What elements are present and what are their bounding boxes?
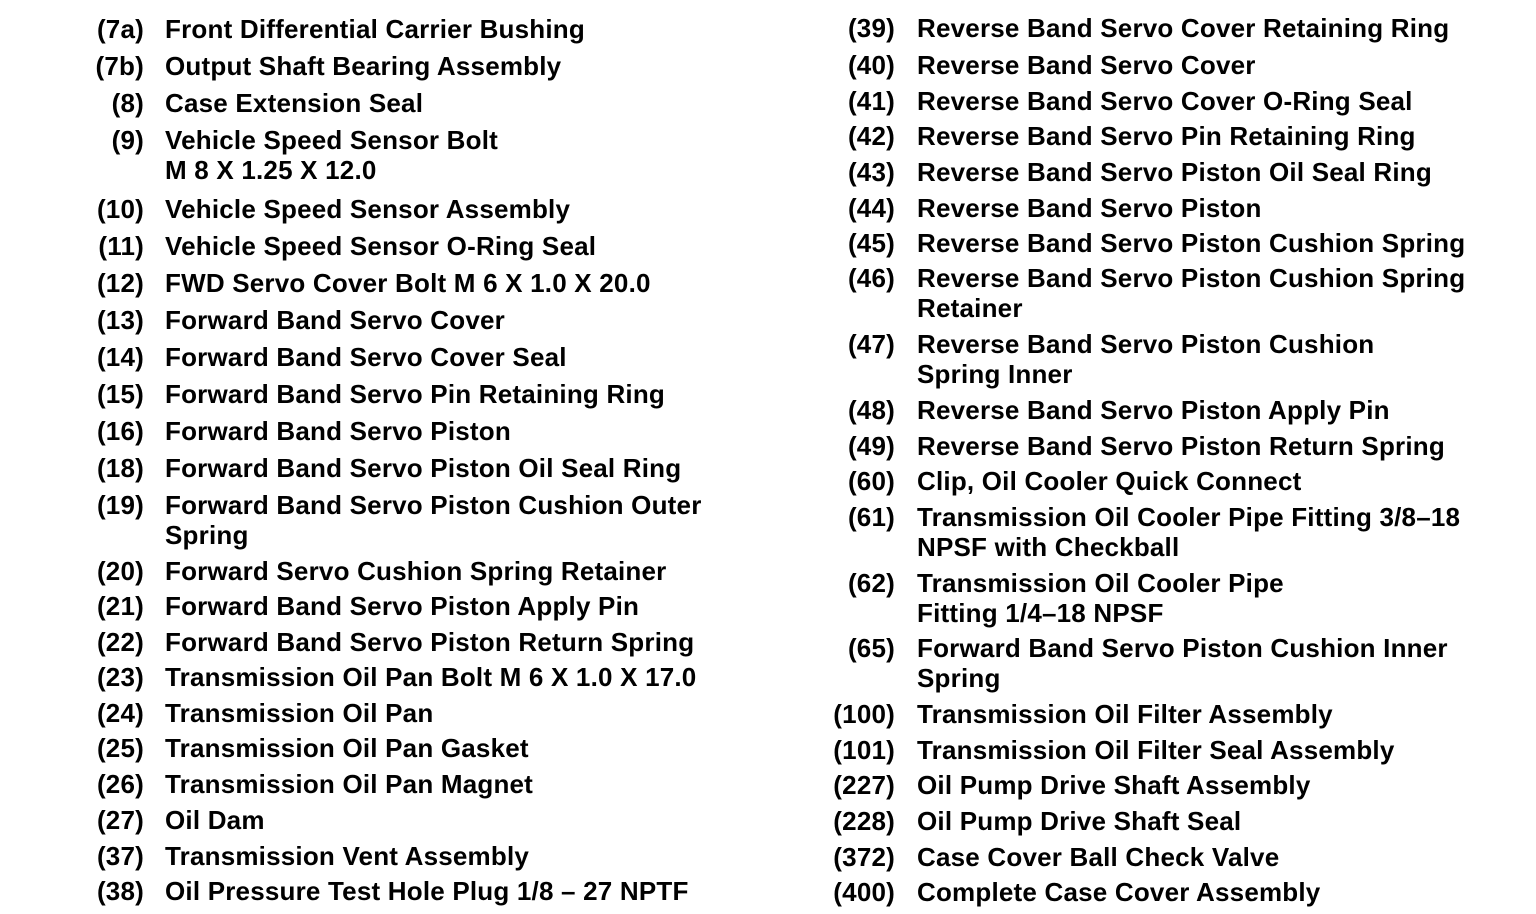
part-number: (39)	[847, 13, 895, 43]
part-number: (228)	[833, 806, 895, 836]
part-number: (37)	[96, 841, 144, 871]
part-description-line: Reverse Band Servo Cover Retaining Ring	[917, 13, 1450, 43]
part-description	[165, 453, 681, 483]
part-description-line: Vehicle Speed Sensor Assembly	[165, 194, 571, 224]
part-number: (10)	[96, 194, 144, 224]
part-number: (14)	[96, 342, 144, 372]
part-description-line: Spring	[165, 520, 249, 550]
part-description	[165, 305, 505, 335]
part-description-line: Spring	[917, 663, 1001, 693]
part-description	[917, 431, 1445, 461]
part-number: (101)	[833, 735, 895, 765]
part-number: (23)	[96, 662, 144, 692]
part-description-line: M 8 X 1.25 X 12.0	[165, 155, 377, 185]
part-number: (62)	[847, 568, 895, 598]
part-description-line: Retainer	[917, 293, 1023, 323]
part-description	[165, 662, 696, 692]
part-number: (40)	[847, 50, 895, 80]
part-description	[917, 86, 1413, 116]
part-description-line: Transmission Oil Pan Gasket	[165, 733, 529, 763]
part-description	[165, 698, 433, 728]
part-description	[917, 157, 1432, 187]
part-description	[917, 770, 1311, 800]
part-description	[917, 633, 1448, 693]
part-description-line: Transmission Oil Pan Magnet	[165, 769, 534, 799]
part-number: (48)	[847, 395, 895, 425]
part-number: (372)	[833, 842, 895, 872]
part-description-line: Fitting 1/4–18 NPSF	[917, 598, 1164, 628]
part-description	[917, 13, 1449, 43]
part-description-line: Transmission Oil Cooler Pipe	[917, 568, 1284, 598]
part-description	[165, 769, 533, 799]
part-number: (46)	[847, 263, 895, 293]
part-description	[165, 231, 596, 261]
part-description	[917, 699, 1333, 729]
part-number: (47)	[847, 329, 895, 359]
part-description	[165, 416, 511, 446]
part-description-line: Oil Pump Drive Shaft Seal	[917, 806, 1242, 836]
part-description-line: Reverse Band Servo Cover O-Ring Seal	[917, 86, 1413, 116]
part-number: (42)	[847, 121, 895, 151]
part-description-line: Reverse Band Servo Piston Apply Pin	[917, 395, 1390, 425]
part-description	[917, 395, 1390, 425]
part-number: (43)	[847, 157, 895, 187]
part-description	[917, 466, 1302, 496]
part-number: (7b)	[95, 51, 144, 81]
part-description	[917, 842, 1279, 872]
part-description-line: Complete Case Cover Assembly	[917, 877, 1321, 907]
part-number: (20)	[96, 556, 144, 586]
part-description-line: Forward Band Servo Cover Seal	[165, 342, 567, 372]
part-description	[917, 121, 1416, 151]
part-description-line: Oil Pump Drive Shaft Assembly	[917, 770, 1311, 800]
part-description	[165, 556, 666, 586]
part-description-line: Reverse Band Servo Piston Cushion Spring	[917, 263, 1466, 293]
part-number: (7a)	[96, 14, 144, 44]
part-number: (26)	[96, 769, 144, 799]
part-description-line: Reverse Band Servo Piston Return Spring	[917, 431, 1445, 461]
part-description	[917, 263, 1465, 323]
part-description-line: Reverse Band Servo Piston	[917, 193, 1262, 223]
part-description-line: Reverse Band Servo Piston Oil Seal Ring	[917, 157, 1432, 187]
part-description-line: NPSF with Checkball	[917, 532, 1180, 562]
part-number: (400)	[833, 877, 895, 907]
part-description-line: Reverse Band Servo Cover	[917, 50, 1256, 80]
part-number: (61)	[847, 502, 895, 532]
part-description-line: Forward Band Servo Cover	[165, 305, 505, 335]
part-description-line: Transmission Oil Pan Bolt M 6 X 1.0 X 17.0	[165, 662, 697, 692]
part-description-line: Spring Inner	[917, 359, 1073, 389]
part-description	[165, 14, 585, 44]
part-description-line: Forward Band Servo Pin Retaining Ring	[165, 379, 666, 409]
part-description-line: Transmission Oil Filter Assembly	[917, 699, 1333, 729]
part-number: (25)	[96, 733, 144, 763]
part-number: (18)	[96, 453, 144, 483]
part-description	[165, 342, 567, 372]
part-description-line: Forward Band Servo Piston Oil Seal Ring	[165, 453, 682, 483]
part-description-line: Forward Band Servo Piston Apply Pin	[165, 591, 640, 621]
part-description-line: Transmission Oil Filter Seal Assembly	[917, 735, 1395, 765]
part-description-line: Output Shaft Bearing Assembly	[165, 51, 562, 81]
part-number: (45)	[847, 228, 895, 258]
part-description-line: Oil Pressure Test Hole Plug 1/8 – 27 NPTF	[165, 876, 689, 906]
part-description	[917, 877, 1320, 907]
part-description	[917, 329, 1374, 389]
part-description-line: Case Cover Ball Check Valve	[917, 842, 1280, 872]
part-description	[165, 88, 423, 118]
part-description	[917, 735, 1395, 765]
part-description-line: Transmission Vent Assembly	[165, 841, 530, 871]
part-number: (12)	[96, 268, 144, 298]
part-description	[165, 194, 570, 224]
part-description	[917, 568, 1284, 628]
part-description-line: Front Differential Carrier Bushing	[165, 14, 585, 44]
part-number: (44)	[847, 193, 895, 223]
part-description	[165, 841, 529, 871]
part-description	[165, 125, 498, 185]
part-description	[165, 627, 694, 657]
part-number: (100)	[833, 699, 895, 729]
part-number: (24)	[96, 698, 144, 728]
part-number: (27)	[96, 805, 144, 835]
part-number: (15)	[96, 379, 144, 409]
part-description	[165, 591, 639, 621]
part-number: (38)	[96, 876, 144, 906]
part-description-line: Forward Band Servo Piston	[165, 416, 511, 446]
part-number: (8)	[111, 88, 144, 118]
part-description-line: Transmission Oil Cooler Pipe Fitting 3/8–18	[917, 502, 1461, 532]
part-number: (21)	[96, 591, 144, 621]
part-number: (65)	[847, 633, 895, 663]
part-description-line: Oil Dam	[165, 805, 265, 835]
part-number: (11)	[98, 231, 144, 261]
part-description	[165, 490, 702, 550]
part-description-line: Transmission Oil Pan	[165, 698, 434, 728]
part-description-line: Reverse Band Servo Pin Retaining Ring	[917, 121, 1416, 151]
part-description	[165, 379, 665, 409]
part-description	[917, 50, 1256, 80]
part-description-line: Reverse Band Servo Piston Cushion	[917, 329, 1375, 359]
part-number: (19)	[96, 490, 144, 520]
part-description-line: Clip, Oil Cooler Quick Connect	[917, 466, 1302, 496]
part-number: (16)	[96, 416, 144, 446]
part-number: (13)	[96, 305, 144, 335]
part-description	[165, 51, 561, 81]
part-description-line: Vehicle Speed Sensor Bolt	[165, 125, 498, 155]
part-description	[917, 193, 1262, 223]
part-description	[165, 733, 529, 763]
part-description-line: Reverse Band Servo Piston Cushion Spring	[917, 228, 1466, 258]
part-description-line: Forward Band Servo Piston Cushion Outer	[165, 490, 702, 520]
part-description-line: Vehicle Speed Sensor O-Ring Seal	[165, 231, 597, 261]
part-description-line: Forward Band Servo Piston Cushion Inner	[917, 633, 1448, 663]
part-description	[917, 502, 1460, 562]
part-description	[917, 806, 1241, 836]
part-description-line: Case Extension Seal	[165, 88, 424, 118]
part-description	[165, 268, 651, 298]
part-description	[165, 805, 265, 835]
part-number: (22)	[96, 627, 144, 657]
part-number: (41)	[847, 86, 895, 116]
part-description	[165, 876, 689, 906]
part-number: (227)	[833, 770, 895, 800]
part-number: (49)	[847, 431, 895, 461]
part-number: (9)	[111, 125, 144, 155]
part-description	[917, 228, 1465, 258]
part-description-line: FWD Servo Cover Bolt M 6 X 1.0 X 20.0	[165, 268, 651, 298]
part-description-line: Forward Servo Cushion Spring Retainer	[165, 556, 667, 586]
part-number: (60)	[847, 466, 895, 496]
part-description-line: Forward Band Servo Piston Return Spring	[165, 627, 695, 657]
